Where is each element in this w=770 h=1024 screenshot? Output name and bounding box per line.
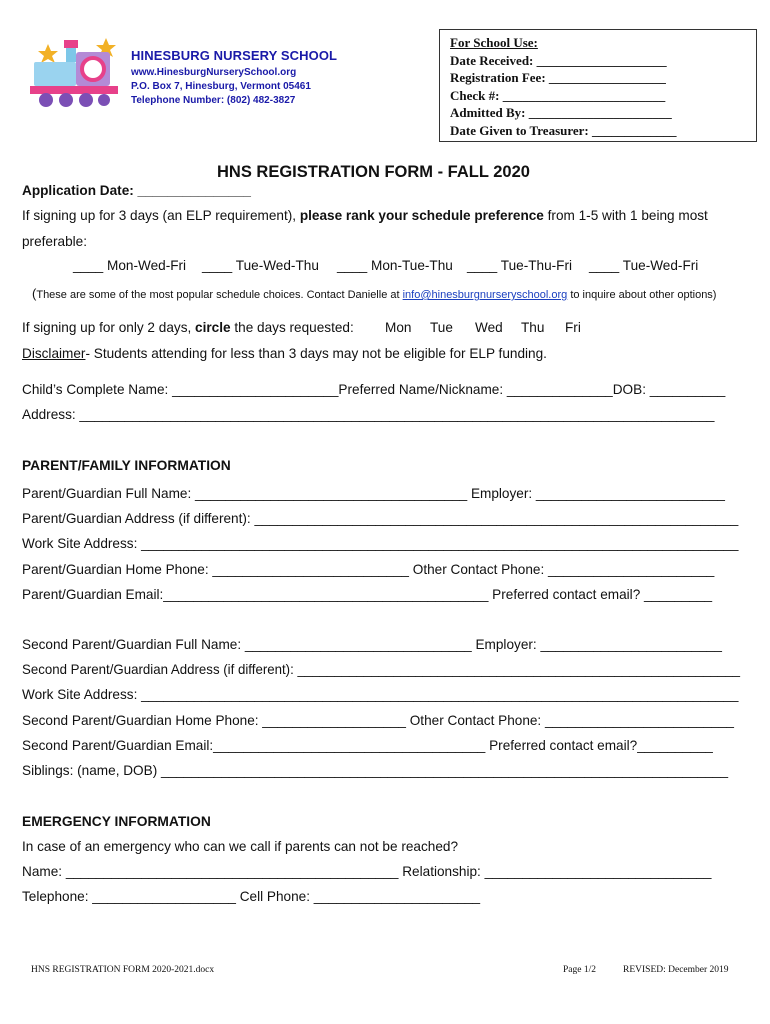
parent-email-field[interactable]: Parent/Guardian Email:___________________________________________ Preferred contact email? _________ [22, 587, 713, 602]
school-website: www.HinesburgNurserySchool.org [131, 67, 297, 78]
office-use-box [439, 29, 757, 142]
siblings-field[interactable]: Siblings: (name, DOB) ___________________________________________________________________________ [22, 763, 729, 778]
schedule-note-paren: ( [32, 286, 37, 301]
schedule-note-text: These are some of the most popular schedule choices. Contact Danielle at [36, 289, 403, 301]
application-date-field[interactable]: Application Date: _______________ [22, 183, 251, 198]
schedule-option-tue-thu-fri[interactable]: ____ Tue-Thu-Fri [467, 258, 573, 273]
day-option-mon[interactable]: Mon [385, 320, 412, 335]
day-option-thu[interactable]: Thu [521, 320, 545, 335]
form-title: HNS REGISTRATION FORM - FALL 2020 [217, 163, 530, 181]
school-phone: Telephone Number: (802) 482-3827 [131, 95, 296, 106]
schedule-intro-text: If signing up for 3 days (an ELP requirement), [22, 208, 300, 223]
emergency-name-field[interactable]: Name: ____________________________________________ Relationship: ______________________________ [22, 864, 712, 879]
footer-revised-date: REVISED: December 2019 [623, 965, 729, 975]
parent-section-heading: PARENT/FAMILY INFORMATION [22, 458, 231, 473]
day-option-tue[interactable]: Tue [430, 320, 453, 335]
disclaimer [22, 346, 547, 361]
second-parent-email-field[interactable]: Second Parent/Guardian Email:____________________________________ Preferred contact email?__________ [22, 738, 713, 753]
emergency-section-heading: EMERGENCY INFORMATION [22, 814, 211, 829]
schedule-intro-emphasis: please rank your schedule preference [299, 208, 544, 223]
schedule-option-tue-wed-thu[interactable]: ____ Tue-Wed-Thu [202, 258, 319, 273]
second-parent-phone-field[interactable]: Second Parent/Guardian Home Phone: ___________________ Other Contact Phone: _________________________ [22, 713, 734, 728]
child-address-field[interactable]: Address: ____________________________________________________________________________________ [22, 407, 715, 422]
school-logo-train [28, 34, 128, 114]
parent-phone-field[interactable]: Parent/Guardian Home Phone: __________________________ Other Contact Phone: ______________________ [22, 562, 715, 577]
second-parent-name-field[interactable]: Second Parent/Guardian Full Name: ______________________________ Employer: ________________________ [22, 637, 722, 652]
schedule-note [32, 286, 716, 301]
disclaimer-label: Disclaimer [22, 346, 86, 361]
footer-page-number: Page 1/2 [563, 965, 596, 975]
parent-work-address-field[interactable]: Work Site Address: _______________________________________________________________________________ [22, 536, 739, 551]
contact-email-link[interactable]: info@hinesburgnurseryschool.org [402, 289, 568, 301]
admitted-by-field[interactable]: Admitted By: ______________________ [450, 105, 672, 120]
two-day-emphasis: circle [195, 320, 231, 335]
registration-fee-field[interactable]: Registration Fee: __________________ [450, 70, 666, 85]
date-received-field[interactable]: Date Received: ____________________ [450, 52, 667, 68]
parent-full-name-field[interactable]: Parent/Guardian Full Name: ____________________________________ Employer: _________________________ [22, 486, 725, 501]
check-number-field[interactable]: Check #: _________________________ [450, 87, 666, 103]
schedule-note-text-end: to inquire about other options) [567, 289, 717, 301]
schedule-option-mon-tue-thu[interactable]: ____ Mon-Tue-Thu [337, 258, 453, 273]
office-use-heading: For School Use: [450, 35, 538, 50]
two-day-text-end: the days requested: [230, 320, 354, 335]
parent-address-field[interactable]: Parent/Guardian Address (if different): ________________________________________________________________ [22, 511, 739, 526]
two-day-text: If signing up for only 2 days, [22, 320, 196, 335]
day-option-wed[interactable]: Wed [475, 320, 503, 335]
date-given-treasurer-field[interactable]: Date Given to Treasurer: _____________ [450, 122, 677, 138]
day-option-fri[interactable]: Fri [565, 320, 581, 335]
emergency-question: In case of an emergency who can we call if parents can not be reached? [22, 839, 459, 854]
two-day-instruction [22, 320, 354, 335]
school-address: P.O. Box 7, Hinesburg, Vermont 05461 [131, 81, 311, 92]
child-name-field[interactable]: Child’s Complete Name: ______________________Preferred Name/Nickname: ______________DOB: __________ [22, 382, 726, 397]
emergency-phone-field[interactable]: Telephone: ___________________ Cell Phone: ______________________ [22, 889, 481, 904]
schedule-intro-line2: preferable: [22, 234, 87, 249]
second-parent-work-address-field[interactable]: Work Site Address: _______________________________________________________________________________ [22, 687, 739, 702]
schedule-intro-text-end: from 1-5 with 1 being most [543, 208, 708, 223]
school-name: HINESBURG NURSERY SCHOOL [131, 48, 338, 63]
second-parent-address-field[interactable]: Second Parent/Guardian Address (if different): ____________________________________________________________ [22, 662, 740, 677]
disclaimer-text: - Students attending for less than 3 days may not be eligible for ELP funding. [85, 346, 547, 361]
schedule-option-mon-wed-fri[interactable]: ____ Mon-Wed-Fri [73, 258, 187, 273]
footer-filename: HNS REGISTRATION FORM 2020-2021.docx [31, 965, 215, 975]
schedule-option-tue-wed-fri[interactable]: ____ Tue-Wed-Fri [589, 258, 699, 273]
schedule-intro [22, 208, 708, 223]
